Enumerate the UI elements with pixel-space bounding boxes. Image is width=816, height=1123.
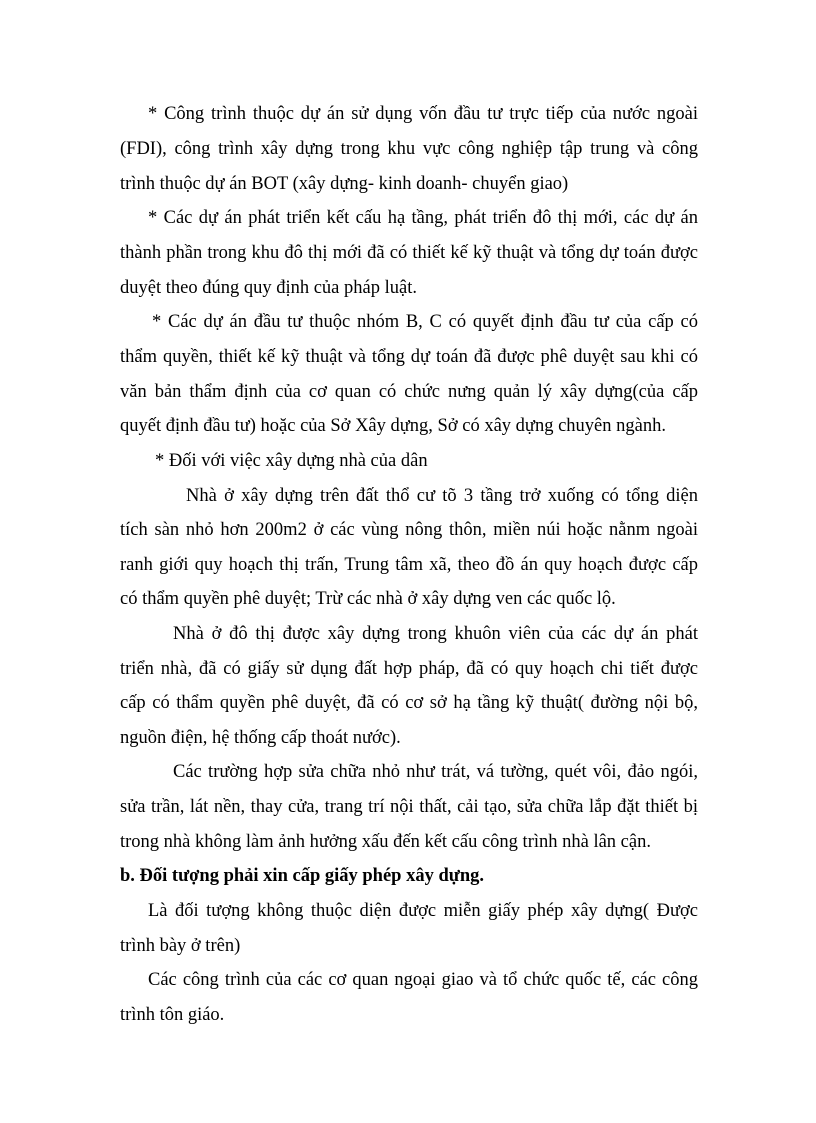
paragraph-line: trình thuộc dự án BOT (xây dựng- kinh doanh- chuyển giao) (120, 174, 569, 194)
paragraph-line: cấp có thẩm quyền phê duyệt, đã có cơ sở hạ tầng kỹ thuật( đường nội bộ, (120, 693, 698, 713)
paragraph-line: trình bày ở trên) (120, 936, 241, 956)
paragraph-line: thành phần trong khu đô thị mới đã có thiết kế kỹ thuật và tổng dự toán được (120, 243, 698, 263)
paragraph-line: * Công trình thuộc dự án sử dụng vốn đầu tư trực tiếp của nước ngoài (148, 104, 698, 124)
paragraph-line: tích sàn nhỏ hơn 200m2 ở các vùng nông thôn, miền núi hoặc nằnm ngoài (120, 520, 698, 540)
paragraph-line: nguồn điện, hệ thống cấp thoát nước). (120, 728, 401, 748)
paragraph-line: sửa trần, lát nền, thay cửa, trang trí nội thất, cải tạo, sửa chữa lắp đặt thiết bị (120, 797, 698, 817)
paragraph-line: có thẩm quyền phê duyệt; Trừ các nhà ở xây dựng ven các quốc lộ. (120, 589, 616, 609)
paragraph-line: Nhà ở xây dựng trên đất thổ cư tõ 3 tầng trở xuống có tổng diện (186, 486, 698, 506)
paragraph-line: Các trường hợp sửa chữa nhỏ như trát, vá tường, quét vôi, đảo ngói, (173, 762, 698, 782)
paragraph-line: Là đối tượng không thuộc diện được miễn giấy phép xây dựng( Được (148, 901, 698, 921)
paragraph-line: * Các dự án phát triển kết cấu hạ tầng, phát triển đô thị mới, các dự án (148, 208, 698, 228)
paragraph-line: văn bản thẩm định của cơ quan có chức nưng quản lý xây dựng(của cấp (120, 382, 698, 402)
paragraph-line: duyệt theo đúng quy định của pháp luật. (120, 278, 417, 298)
paragraph-line: triển nhà, đã có giấy sử dụng đất hợp pháp, đã có quy hoạch chi tiết được (120, 659, 698, 679)
paragraph-line: * Đối với việc xây dựng nhà của dân (155, 451, 428, 471)
paragraph-line: quyết định đầu tư) hoặc của Sở Xây dựng, Sở có xây dựng chuyên ngành. (120, 416, 666, 436)
paragraph-line: * Các dự án đầu tư thuộc nhóm B, C có quyết định đầu tư của cấp có (152, 312, 698, 332)
paragraph-line: Các công trình của các cơ quan ngoại giao và tổ chức quốc tế, các công (148, 970, 698, 990)
paragraph-line: thẩm quyền, thiết kế kỹ thuật và tổng dự toán đã được phê duyệt sau khi có (120, 347, 698, 367)
section-heading: b. Đối tượng phải xin cấp giấy phép xây dựng. (120, 866, 485, 886)
paragraph-line: trong nhà không làm ảnh hưởng xấu đến kết cấu công trình nhà lân cận. (120, 832, 651, 852)
paragraph-line: (FDI), công trình xây dựng trong khu vực công nghiệp tập trung và công (120, 139, 698, 159)
paragraph-line: trình tôn giáo. (120, 1005, 225, 1025)
paragraph-line: ranh giới quy hoạch thị trấn, Trung tâm xã, theo đồ án quy hoạch được cấp (120, 555, 698, 575)
paragraph-line: Nhà ở đô thị được xây dựng trong khuôn viên của các dự án phát (173, 624, 698, 644)
